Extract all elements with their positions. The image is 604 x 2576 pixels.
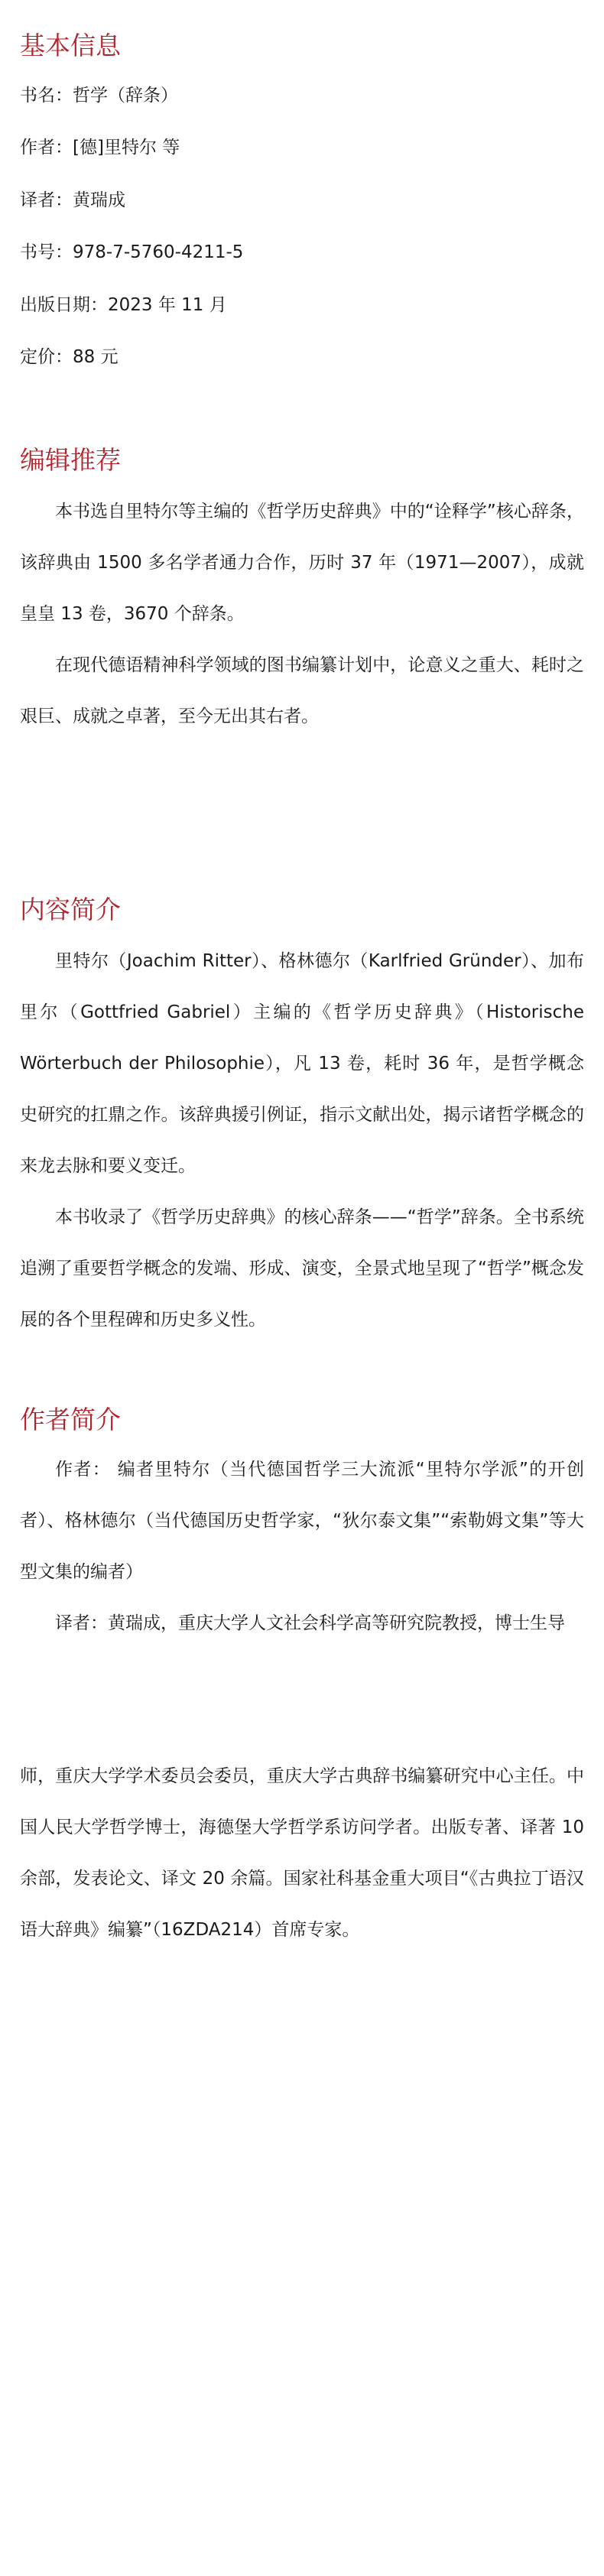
content-intro-section	[20, 893, 584, 927]
editor-recommendation-section	[20, 443, 584, 477]
book-price: 定价：88 元	[20, 347, 119, 367]
author-intro-heading: 作者简介	[20, 1405, 121, 1434]
basic-info-section	[20, 29, 584, 63]
content-paragraph: 本书收录了《哲学历史辞典》的核心辞条——“哲学”辞条。全书系统追溯了重要哲学概念的发端、形成、演变，全景式地呈现了“哲学”概念发展的各个里程碑和历史多义性。	[20, 1207, 584, 1330]
basic-info-heading: 基本信息	[20, 31, 121, 60]
book-isbn: 书号：978-7-5760-4211-5	[20, 242, 244, 262]
translator-paragraph: 译者：黄瑞成，重庆大学人文社会科学高等研究院教授，博士生导	[55, 1613, 565, 1633]
book-translator: 译者：黄瑞成	[20, 190, 125, 210]
translator-paragraph-continued: 师，重庆大学学术委员会委员，重庆大学古典辞书编纂研究中心主任。中国人民大学哲学博士，海德堡大学哲学系访问学者。出版专著、译著 10 余部，发表论文、译文 20 余篇。国家社科基金重大项目“《古典拉丁语汉语大辞典》编纂”（16ZDA214）首席专家。	[20, 1766, 584, 1940]
content-paragraph: 里特尔（Joachim Ritter）、格林德尔（Karlfried Gründer）、加布里尔（Gottfried Gabriel）主编的《哲学历史辞典》（Historische Wörterbuch der Philosophie），凡 13 卷，耗时 36 年，是哲学概念史研究的扛鼎之作。该辞典援引例证，指示文献出处，揭示诸哲学概念的来龙去脉和要义变迁。	[20, 951, 584, 1176]
book-author: 作者：[德]里特尔 等	[20, 138, 180, 158]
editor-recommendation-heading: 编辑推荐	[20, 445, 121, 475]
author-paragraph: 作者： 编者里特尔（当代德国哲学三大流派“里特尔学派”的开创者）、格林德尔（当代德国历史哲学家，“狄尔泰文集”“索勒姆文集”等大型文集的编者）	[20, 1460, 584, 1582]
editor-paragraph: 本书选自里特尔等主编的《哲学历史辞典》中的“诠释学”核心辞条，该辞典由 1500 多名学者通力合作，历时 37 年（1971—2007），成就皇皇 13 卷，3670 个辞条。	[20, 502, 584, 624]
content-intro-heading: 内容简介	[20, 895, 121, 924]
book-publish-date: 出版日期：2023 年 11 月	[20, 295, 227, 315]
editor-paragraph: 在现代德语精神科学领域的图书编纂计划中，论意义之重大、耗时之艰巨、成就之卓著，至今无出其右者。	[20, 655, 584, 726]
author-intro-section	[20, 1403, 584, 1437]
book-title: 书名：哲学（辞条）	[20, 86, 178, 106]
